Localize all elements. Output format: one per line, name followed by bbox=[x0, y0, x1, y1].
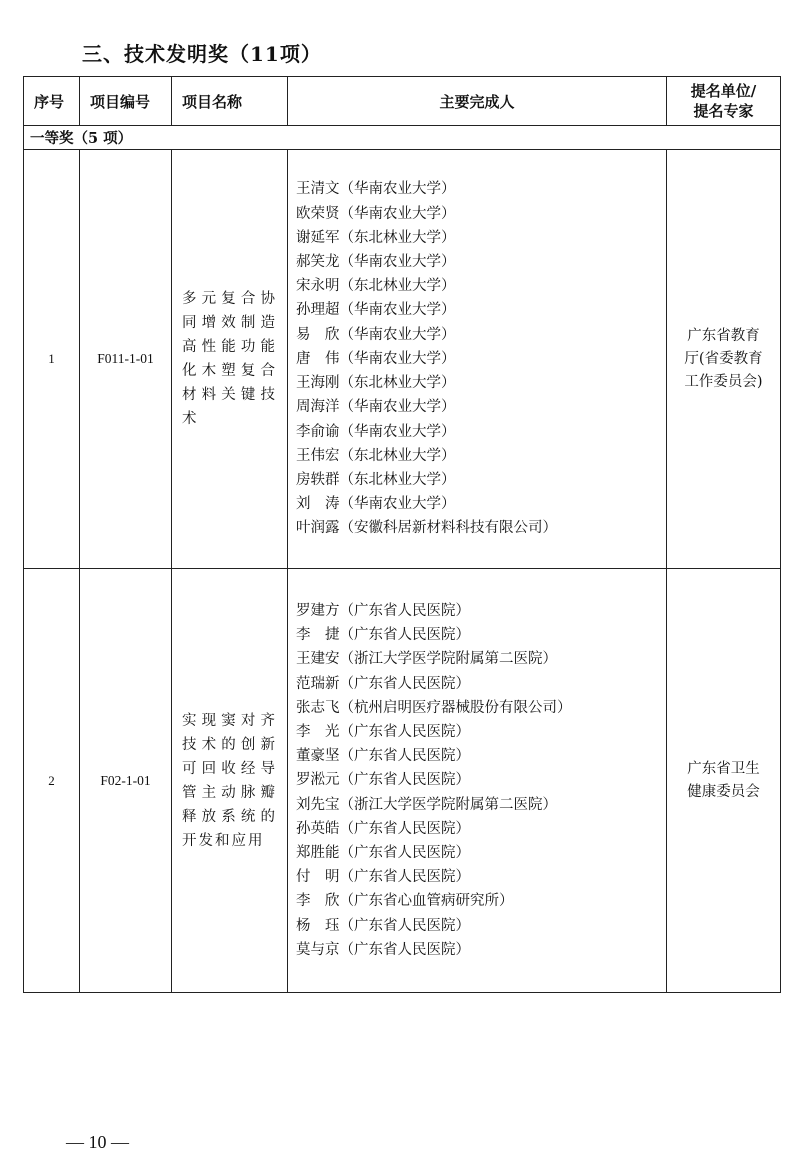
award-table bbox=[23, 76, 781, 993]
row-code: F02-1-01 bbox=[80, 569, 172, 993]
name-line: 术 bbox=[182, 411, 199, 427]
name-line: 同增效制造 bbox=[182, 315, 277, 331]
person: 宋永明（东北林业大学） bbox=[296, 278, 456, 295]
name-line: 技术的创新 bbox=[182, 736, 277, 753]
name-line: 化木塑复合 bbox=[182, 363, 277, 379]
person: 罗淞元（广东省人民医院） bbox=[296, 772, 470, 789]
person: 李 捷（广东省人民医院） bbox=[296, 627, 470, 644]
row-nominator bbox=[667, 150, 781, 569]
name-line: 释放系统的 bbox=[182, 808, 277, 825]
nominator-line: 厅(省委教育 bbox=[684, 350, 763, 367]
person: 李 光（广东省人民医院） bbox=[296, 723, 470, 740]
row-seq: 1 bbox=[24, 150, 80, 569]
person: 易 欣（华南农业大学） bbox=[296, 326, 456, 343]
person: 李俞谕（华南农业大学） bbox=[296, 423, 456, 440]
name-line: 高性能功能 bbox=[182, 339, 277, 355]
nominator-line: 广东省教育 bbox=[687, 327, 760, 344]
row-project-name bbox=[172, 150, 288, 569]
person: 范瑞新（广东省人民医院） bbox=[296, 675, 470, 692]
row-project-name bbox=[172, 569, 288, 993]
person: 孙理超（华南农业大学） bbox=[296, 302, 456, 319]
person: 周海洋（华南农业大学） bbox=[296, 399, 456, 416]
person: 王海刚（东北林业大学） bbox=[296, 375, 456, 392]
person: 莫与京（广东省人民医院） bbox=[296, 941, 470, 958]
person: 董豪坚（广东省人民医院） bbox=[296, 748, 470, 765]
row-people bbox=[288, 150, 667, 569]
person: 郝笑龙（华南农业大学） bbox=[296, 254, 456, 271]
person: 杨 珏（广东省人民医院） bbox=[296, 917, 470, 934]
person: 郑胜能（广东省人民医院） bbox=[296, 845, 470, 861]
person: 孙英皓（广东省人民医院） bbox=[296, 820, 470, 837]
table-row bbox=[24, 150, 781, 569]
table-row bbox=[24, 569, 781, 993]
person: 王清文（华南农业大学） bbox=[296, 181, 456, 198]
nominator-line: 广东省卫生 bbox=[687, 760, 760, 777]
person: 刘先宝（浙江大学医学院附属第二医院） bbox=[296, 796, 557, 813]
person: 谢延军（东北林业大学） bbox=[296, 229, 456, 246]
page-number: — 10 — bbox=[66, 1132, 129, 1152]
header-nominator bbox=[667, 77, 781, 126]
header-nominator-line1: 提名单位/ bbox=[690, 82, 757, 100]
person: 刘 涛（华南农业大学） bbox=[296, 496, 456, 513]
person: 欧荣贤（华南农业大学） bbox=[296, 205, 456, 222]
person: 李 欣（广东省心血管病研究所） bbox=[296, 893, 514, 910]
header-nominator-line2: 提名专家 bbox=[693, 102, 754, 120]
header-name: 项目名称 bbox=[172, 77, 288, 126]
name-line: 材料关键技 bbox=[182, 387, 277, 403]
header-seq: 序号 bbox=[24, 77, 80, 126]
name-line: 多元复合协 bbox=[182, 291, 277, 307]
person: 王建安（浙江大学医学院附属第二医院） bbox=[296, 651, 557, 668]
nominator-line: 健康委员会 bbox=[687, 783, 760, 800]
person: 罗建方（广东省人民医院） bbox=[296, 602, 470, 619]
nominator-line: 工作委员会) bbox=[684, 373, 763, 390]
row-code: F011-1-01 bbox=[80, 150, 172, 569]
award-level: 一等奖（5 项） bbox=[24, 126, 781, 150]
header-code: 项目编号 bbox=[80, 77, 172, 126]
person: 付 明（广东省人民医院） bbox=[296, 869, 470, 886]
name-line: 开发和应用 bbox=[182, 832, 265, 849]
row-people bbox=[288, 569, 667, 993]
section-title: 三、技术发明奖（11项） bbox=[82, 42, 322, 66]
name-line: 实现窦对齐 bbox=[182, 712, 277, 729]
table-header-row bbox=[24, 77, 781, 126]
person: 房轶群（东北林业大学） bbox=[296, 471, 456, 488]
person: 叶润露（安徽科居新材料科技有限公司） bbox=[296, 520, 557, 537]
person: 张志飞（杭州启明医疗器械股份有限公司） bbox=[296, 699, 572, 716]
name-line: 管主动脉瓣 bbox=[182, 784, 277, 801]
header-people: 主要完成人 bbox=[288, 77, 667, 126]
award-level-row bbox=[24, 126, 781, 150]
person: 王伟宏（东北林业大学） bbox=[296, 447, 456, 464]
row-nominator bbox=[667, 569, 781, 993]
person: 唐 伟（华南农业大学） bbox=[296, 350, 456, 367]
row-seq: 2 bbox=[24, 569, 80, 993]
name-line: 可回收经导 bbox=[182, 760, 277, 777]
